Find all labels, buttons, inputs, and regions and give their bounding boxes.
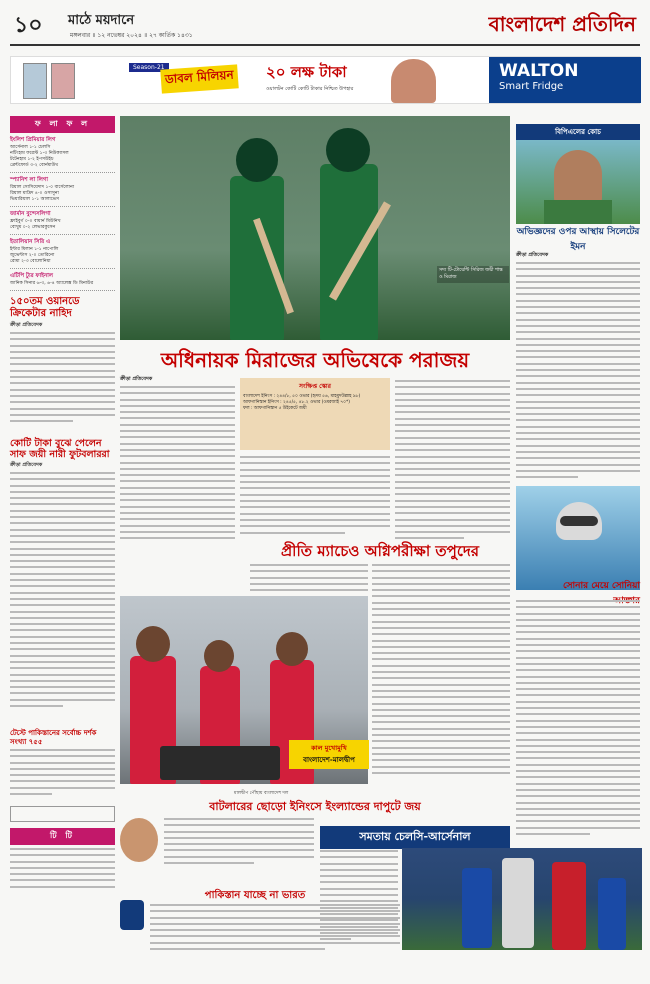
player-figure xyxy=(598,878,626,950)
result-line: রিয়াল মাদ্রিদ ৪-০ ওসাসুনা xyxy=(10,191,59,196)
england-story xyxy=(164,818,314,868)
buttler-photo xyxy=(120,818,158,862)
league-name: ইতালিয়ান সিরি এ xyxy=(10,239,51,245)
helmet xyxy=(326,128,370,172)
tt-list xyxy=(10,848,115,898)
coach-story xyxy=(516,262,640,482)
coach-face xyxy=(554,150,602,206)
result-line: ফ্রাইবুর্গ ০-০ বায়ার্ন মিউনিখ xyxy=(10,219,61,224)
player-head xyxy=(204,640,234,672)
league-name: এটিপি ট্যুর ফাইনাল xyxy=(10,273,53,279)
coach-shirt xyxy=(544,200,612,224)
result-line: জুভেন্টাস ২-০ তোরিনো xyxy=(10,253,55,258)
player-figure xyxy=(502,858,534,948)
league-name: স্প্যানিশ লা লিগা xyxy=(10,177,49,183)
football-story-col xyxy=(372,564,510,778)
results-box-title: ফ লা ফ ল xyxy=(10,116,115,133)
photo-caption: মালদ্বীপ পৌঁছায় বাংলাদেশ দল xyxy=(234,791,289,796)
result-line: রিয়াল সোসিয়েদাদ ১-০ বার্সেলোনা xyxy=(10,185,75,190)
chelsea-arsenal-headline[interactable]: সমতায় চেলসি-আর্সেনাল xyxy=(320,826,510,849)
league-name: জার্মান বুন্দেসলিগা xyxy=(10,211,51,217)
walton-advertisement[interactable] xyxy=(10,56,640,104)
main-photo-cricketers[interactable] xyxy=(120,116,510,340)
england-headline[interactable]: বাটলারের ছোড়ো ইনিংসে ইংল্যান্ডের দাপুটে জয় xyxy=(209,800,421,813)
score-line: বাংলাদেশ ইনিংস : ২৪৪/৮, ৫০ ওভার (হৃদয় ৫৬, মাহমুদউল্লাহ ৯৮) xyxy=(243,394,361,399)
swim-goggles xyxy=(560,516,598,526)
section-title: মাঠে ময়দানে xyxy=(68,13,135,28)
results-list xyxy=(10,137,115,291)
main-story-col3 xyxy=(395,380,510,544)
swimmer-headline[interactable]: সোনার মেয়ে সোনিয়া xyxy=(562,581,640,591)
story-headline[interactable]: টেস্টে পাকিস্তানের সর্বোচ্চ দর্শক সংখ্যা ৭৫৫ xyxy=(10,728,97,746)
result-line: বোখুম ০-২ লেভারকুসেন xyxy=(10,225,56,230)
player-head xyxy=(276,632,308,666)
football-headline[interactable]: প্রীতি ম্যাচেও অগ্নিপরীক্ষা তপুদের xyxy=(280,542,479,560)
byline: ক্রীড়া প্রতিবেদক xyxy=(10,462,43,468)
football-story-col xyxy=(250,564,368,595)
result-block xyxy=(10,211,115,235)
newspaper-logo: বাংলাদেশ প্রতিদিন xyxy=(488,12,636,36)
score-line: ফল : আফগানিস্তান ৫ উইকেটে জয়ী xyxy=(243,406,307,412)
header-divider xyxy=(10,44,640,46)
model-image xyxy=(391,59,436,103)
player-figure xyxy=(320,164,378,340)
tt-box-title: টি টি xyxy=(10,828,115,845)
result-line: নটিংহাম ফরেস্ট ১-৩ নিউক্যাসল xyxy=(10,151,69,156)
match-caption-box xyxy=(289,740,369,769)
coach-photo[interactable] xyxy=(516,140,640,224)
score-line: আফগানিস্তান ইনিংস : ২৪৫/৫, ৪৮.২ ওভার (ওমরজাই ৭০*) xyxy=(243,400,350,406)
result-line: ভিয়ারিয়াল ১-১ আলাভেস xyxy=(10,197,60,202)
story-body xyxy=(10,472,115,722)
chelsea-story xyxy=(320,850,398,944)
edition-date: মঙ্গলবার ॥ ১২ নভেম্বর ২০২৪ ॥ ২৭ কার্তিক ১৪৩১ xyxy=(70,32,193,39)
luggage xyxy=(160,746,280,780)
player-figure xyxy=(462,868,492,948)
main-headline[interactable]: অধিনায়ক মিরাজের অভিষেকে পরাজয় xyxy=(160,348,470,372)
product-name: Smart Fridge xyxy=(499,81,564,92)
coach-column-title: বিপিএলের কোচ xyxy=(516,124,640,140)
photo-caption: সদ্য টি-টোয়েন্টি সিরিজ জয়ী শান্ত ও মিরাজ xyxy=(437,266,509,283)
caption-subtitle: বাংলাদেশ-মালদ্বীপ xyxy=(303,756,355,764)
player-head xyxy=(136,626,170,662)
byline: ক্রীড়া প্রতিবেদক xyxy=(10,322,43,328)
helmet xyxy=(236,138,278,182)
byline: ক্রীড়া প্রতিবেদক xyxy=(516,252,549,258)
byline: ক্রীড়া প্রতিবেদক xyxy=(120,376,153,382)
swimmer-story xyxy=(516,600,640,839)
result-block xyxy=(10,177,115,207)
result-line: টটেনহাম ১-২ ইপসউইচ xyxy=(10,157,54,162)
page-number: ১০ xyxy=(14,12,43,38)
story-body xyxy=(10,749,115,801)
india-pakistan-headline[interactable]: পাকিস্তান যাচ্ছে না ভারত xyxy=(204,890,306,901)
result-line: আর্সেনাল ১-১ চেলসি xyxy=(10,145,51,150)
scorecard-title: সংক্ষিপ্ত স্কোর xyxy=(299,383,331,390)
result-line: ব্রেন্টফোর্ড ৩-২ বোর্নমাউথ xyxy=(10,163,59,168)
brand-name: WALTON xyxy=(499,61,579,81)
season-badge: Season-21 xyxy=(129,63,169,72)
swimmer-photo[interactable] xyxy=(516,486,640,590)
main-story-col1 xyxy=(120,386,235,543)
prize-amount: ২০ লক্ষ টাকা ওয়ালটন কোটি কোটি টাকার নিশ্চিত উপহার xyxy=(266,63,354,92)
brief-box xyxy=(10,806,115,822)
fridge-image xyxy=(51,63,75,99)
caption-title: কাল মুখোমুখি xyxy=(311,744,347,752)
champions-trophy-logo xyxy=(120,900,144,930)
double-million-logo: ডাবল মিলিয়ন xyxy=(160,64,238,93)
result-line: রোমা ২-৩ বোলোনিয়া xyxy=(10,259,51,264)
league-name: ইংলিশ প্রিমিয়ার লিগ xyxy=(10,137,56,143)
story-body xyxy=(10,332,115,432)
coach-headline[interactable]: অভিজ্ঞদের ওপর আস্থায় সিলেটের ইমন xyxy=(516,227,640,252)
player-figure xyxy=(552,862,586,950)
chelsea-arsenal-photo[interactable] xyxy=(402,848,642,950)
main-story-col2 xyxy=(240,456,390,538)
result-block xyxy=(10,239,115,269)
result-block xyxy=(10,273,115,291)
result-line: ইন্টার মিলান ১-১ নাপোলি xyxy=(10,247,59,252)
player-figure xyxy=(230,176,284,340)
walton-brand-panel xyxy=(489,57,641,103)
scorecard-box xyxy=(240,378,390,450)
story-headline[interactable]: কোটি টাকা বুঝে পেলেন সাফ জয়ী নারী ফুটবলাররা xyxy=(10,438,110,460)
result-block xyxy=(10,137,115,173)
story-headline[interactable]: ১৫০তম ওয়ানডে ক্রিকেটার নাহিদ xyxy=(10,296,80,319)
fridge-image xyxy=(23,63,47,99)
left-column xyxy=(10,116,115,898)
result-line: জানিক সিনার ৬-৩, ৬-৪ অ্যালেক্স ডি মিনাউর xyxy=(10,281,94,286)
